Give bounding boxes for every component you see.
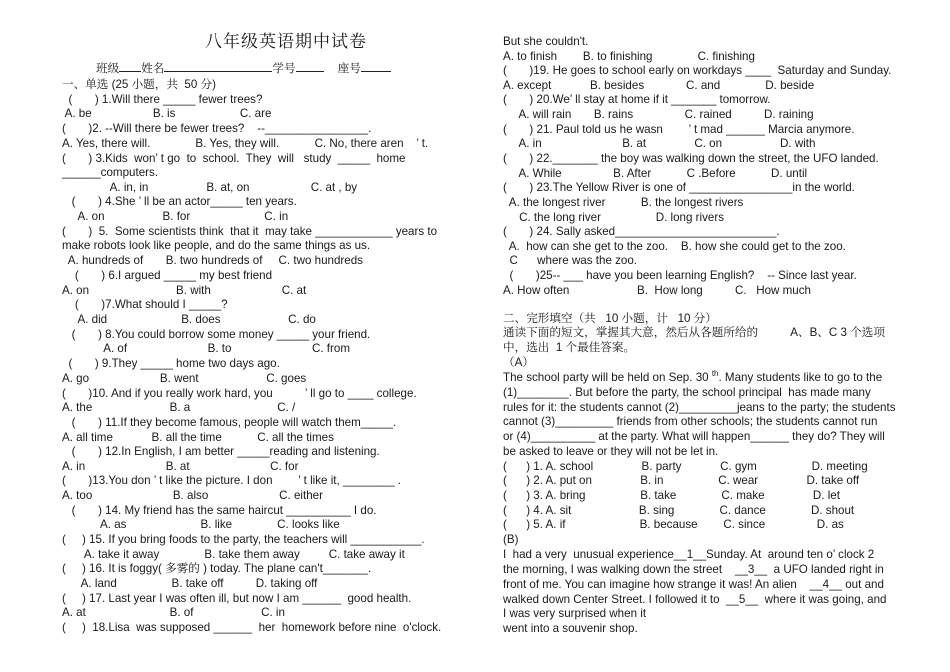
question-line: ( ) 8.You could borrow some money _____ your friend.	[62, 328, 371, 341]
question-line: ( ) 24. Sally asked_________________________.	[503, 225, 780, 238]
option-line: A. in B. at C. for	[62, 460, 299, 473]
question-line: ( )7.What should I _____?	[62, 298, 228, 311]
cloze-instruction: 中，选出 1 个最佳答案。	[503, 341, 636, 354]
passage-b-line: walked down Center Street. I followed it to __5__ where it was going, and	[503, 593, 887, 606]
name-label: 姓名	[141, 62, 165, 75]
passage-a-label: （A）	[503, 356, 534, 369]
ordinal-suffix: th	[711, 369, 719, 379]
option-line: A. land B. take off D. taking off	[62, 577, 318, 590]
option-line: A. too B. also C. either	[62, 489, 323, 502]
question-line: ( ) 18.Lisa was supposed ______ her homework before nine o'clock.	[62, 621, 442, 634]
question-line: ( ) 6.I argued _____ my best friend	[62, 269, 273, 282]
question-line: ( ) 23.The Yellow River is one of ________________in the world.	[503, 181, 855, 194]
option-line: A. Yes, there will. B. Yes, they will. C. No, there aren ’ t.	[62, 137, 429, 150]
cloze-option-line: ( ) 2. A. put on B. in C. wear D. take off	[503, 474, 860, 487]
passage-b-line: went into a souvenir shop.	[503, 622, 638, 635]
question-line: ( ) 4.She ’ ll be an actor_____ ten years.	[62, 195, 297, 208]
passage-a-line: (1)________. But before the party, the school principal has made many	[503, 386, 871, 399]
question-line: ( )25-- ___ have you been learning English? -- Since last year.	[503, 269, 857, 282]
option-line: A. in, in B. at, on C. at , by	[62, 181, 358, 194]
question-line: ( ) 1.Will there _____ fewer trees?	[62, 93, 263, 106]
question-line: ( ) 9.They _____ home two days ago.	[62, 357, 280, 370]
option-line: A. to finish B. to finishing C. finishing	[503, 50, 755, 63]
question-line: ______computers.	[62, 166, 159, 179]
option-line: A. hundreds of B. two hundreds of C. two hundreds	[62, 254, 363, 267]
question-line: ( ) 22._______ the boy was walking down the street, the UFO landed.	[503, 152, 879, 165]
option-line: A. of B. to C. from	[62, 342, 350, 355]
option-line: A. at B. of C. in	[62, 606, 285, 619]
question-line: ( ) 20.We’ ll stay at home if it _______ tomorrow.	[503, 93, 771, 106]
passage-b-label: (B)	[503, 533, 519, 546]
passage-b-line: the morning, I was walking down the street __3__ a UFO landed right in	[503, 563, 884, 576]
section-two-heading: 二、完形填空（共 10 小题，计 10 分）	[503, 312, 717, 325]
option-line: A. on B. for C. in	[62, 210, 289, 223]
cloze-option-line: ( ) 3. A. bring B. take C. make D. let	[503, 489, 840, 502]
class-label: 班级	[96, 62, 120, 75]
passage-b-line: I was very surprised when it	[503, 607, 647, 620]
option-line: A. how can she get to the zoo. B. how she could get to the zoo.	[503, 240, 846, 253]
option-line: C. the long river D. long rivers	[503, 211, 724, 224]
question-line: ( ) 14. My friend has the same haircut __________ I do.	[62, 504, 377, 517]
question-line: ( ) 11.If they become famous, people will watch them_____.	[62, 416, 397, 429]
cloze-instruction: 通读下面的短文，掌握其大意，然后从各题所给的 A、B、C 3 个选项	[503, 326, 885, 339]
passage-text: The school party will be held on Sep. 30	[503, 371, 712, 384]
option-line: A. except B. besides C. and D. beside	[503, 79, 815, 92]
cloze-option-line: ( ) 4. A. sit B. sing C. dance D. shout	[503, 504, 855, 517]
passage-b-line: I had a very unusual experience__1__Sunday. At around ten o’ clock 2	[503, 548, 875, 561]
passage-a-line	[503, 371, 882, 385]
question-line: ( )19. He goes to school early on workdays ____ Saturday and Sunday.	[503, 64, 892, 77]
cloze-option-line: ( ) 5. A. if B. because C. since D. as	[503, 518, 844, 531]
question-line: make robots look like people, and do the same things as us.	[62, 239, 371, 252]
class-blank	[119, 60, 141, 72]
option-line: A. While B. After C .Before D. until	[503, 167, 808, 180]
option-line: A. all time B. all the time C. all the times	[62, 431, 334, 444]
continued-line: But she couldn't.	[503, 35, 589, 48]
option-line: A. on B. with C. at	[62, 284, 307, 297]
passage-a-line: rules for it: the students cannot (2)_________jeans to the party; the students	[503, 401, 896, 414]
question-line: ( ) 16. It is foggy( 多雾的 ) today. The plane can't_______.	[62, 562, 372, 575]
option-line: C where was the zoo.	[503, 254, 638, 267]
question-line: ( ) 21. Paul told us he wasn ’ t mad ______ Marcia anymore.	[503, 123, 855, 136]
passage-text: . Many students like to go to the	[718, 371, 883, 384]
question-line: ( )10. And if you really work hard, you ’ ll go to ____ college.	[62, 387, 417, 400]
option-line: A. as B. like C. looks like	[62, 518, 340, 531]
passage-b-line: front of me. You can imagine how strange it was! An alien __4__ out and	[503, 578, 884, 591]
seat-blank	[361, 60, 391, 72]
question-line: ( )2. --Will there be fewer trees? --________________.	[62, 122, 372, 135]
question-line: ( ) 15. If you bring foods to the party, the teachers will ___________.	[62, 533, 425, 546]
question-line: ( ) 3.Kids won’ t go to school. They will study _____ home	[62, 152, 406, 165]
passage-a-line: be asked to leave or they will not be let in.	[503, 445, 719, 458]
question-line: ( ) 17. Last year I was often ill, but now I am ______ good health.	[62, 592, 412, 605]
option-line: A. the B. a C. /	[62, 401, 296, 414]
option-line: A. be B. is C. are	[62, 107, 272, 120]
number-label: 学号	[272, 62, 296, 75]
passage-a-line: cannot (3)_________ friends from other schools; the students cannot run	[503, 415, 878, 428]
page-title: 八年级英语期中试卷	[205, 32, 367, 52]
section-one-heading: 一、单选 (25 小题，共 50 分)	[62, 78, 216, 91]
number-blank	[296, 60, 324, 72]
passage-a-line: or (4)__________ at the party. What will happen______ they do? They will	[503, 430, 885, 443]
option-line: A. will rain B. rains C. rained D. raining	[503, 108, 814, 121]
question-line: ( ) 12.In English, I am better _____reading and listening.	[62, 445, 380, 458]
seat-label: 座号	[337, 62, 361, 75]
option-line: A. in B. at C. on D. with	[503, 137, 816, 150]
option-line: A. go B. went C. goes	[62, 372, 307, 385]
option-line: A. did B. does C. do	[62, 313, 316, 326]
cloze-option-line: ( ) 1. A. school B. party C. gym D. meeting	[503, 460, 868, 473]
option-line: A. the longest river B. the longest rivers	[503, 196, 744, 209]
option-line: A. How often B. How long C. How much	[503, 284, 811, 297]
student-info-line	[96, 60, 391, 76]
question-line: ( )13.You don ’ t like the picture. I don ’ t like it, ________ .	[62, 474, 401, 487]
option-line: A. take it away B. take them away C. take away it	[62, 548, 405, 561]
name-blank	[164, 60, 272, 72]
question-line: ( ) 5. Some scientists think that it may take ____________ years to	[62, 225, 438, 238]
